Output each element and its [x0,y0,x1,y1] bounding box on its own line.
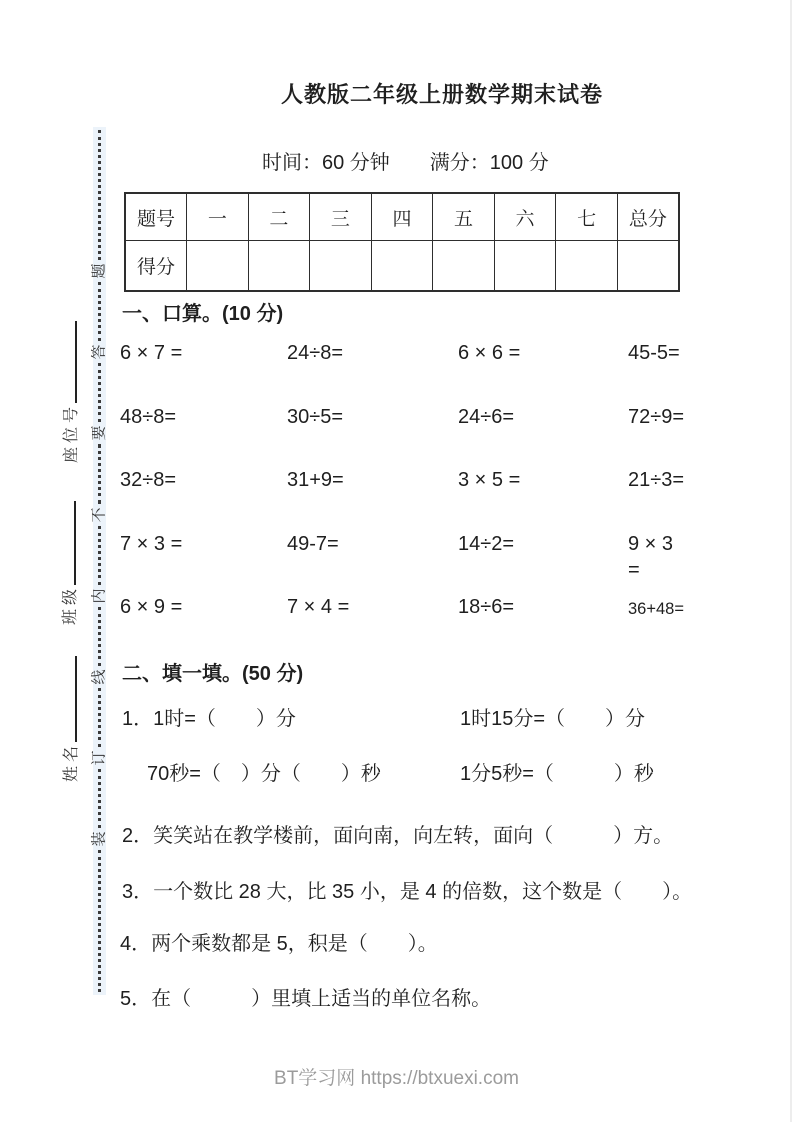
question-1a-left: 1．1时=（ ）分 [122,708,296,730]
binding-dotted-line [91,130,108,992]
score-cell [433,241,495,292]
oral-item: 31+9= [287,469,344,491]
name-blank [59,656,77,742]
binding-char: 内 [90,588,108,604]
oral-item: 6 × 6 = [458,342,521,364]
score-header-cell: 七 [556,193,618,241]
section1-heading: 一、口算。(10 分) [122,303,284,325]
score-table-header-row [125,193,679,241]
class-label [57,497,79,625]
oral-item: 9 × 3 = [628,532,674,581]
oral-item: 48÷8= [120,405,177,428]
binding-char: 要 [90,425,108,441]
score-cell [248,241,310,292]
score-header-cell: 四 [371,193,433,241]
dotted-segment [98,282,101,341]
score-cell [556,241,618,292]
section2-heading: 二、填一填。(50 分) [122,663,304,685]
oral-item: 6 × 7 = [120,342,183,364]
score-cell [617,241,679,292]
oral-item: 24÷6= [458,405,515,428]
dotted-segment [98,526,101,585]
question-5: 5．在（ ）里填上适当的单位名称。 [120,988,492,1010]
oral-item: 21÷3= [628,469,685,491]
score-header-cell: 题号 [125,193,187,241]
score-header-cell: 六 [494,193,556,241]
name-label [58,650,80,782]
page-title: 人教版二年级上册数学期末试卷 [280,82,603,107]
seat-number-blank [59,321,77,403]
oral-item: 30÷5= [287,405,344,428]
score-cell [371,241,433,292]
binding-char: 题 [90,263,108,279]
question-3: 3．一个数比 28 大，比 35 小，是 4 的倍数，这个数是（ ）。 [122,881,693,903]
binding-char: 装 [90,831,108,847]
oral-item: 49-7= [287,532,339,555]
dotted-segment [98,688,101,747]
question-1b-right: 1分5秒=（ ）秒 [460,763,654,785]
oral-item: 45-5= [628,342,680,364]
class-text: 班级 [61,584,79,625]
oral-item: 72÷9= [628,405,685,428]
question-2: 2．笑笑站在教学楼前，面向南，向左转，面向（ ）方。 [122,825,674,847]
score-table [124,192,680,292]
binding-char: 答 [90,344,108,360]
score-table-value-row [125,241,679,292]
oral-item: 36+48= [628,600,684,618]
dotted-segment [98,363,101,422]
oral-item: 6 × 9 = [120,596,183,618]
seat-number-label [58,303,80,463]
seat-number-text: 座位号 [62,402,80,463]
question-1a-right: 1时15分=（ ）分 [460,708,646,730]
score-header-cell: 二 [248,193,310,241]
binding-char: 订 [90,750,108,766]
scan-edge-artifact [790,0,792,1122]
dotted-segment [98,444,101,503]
oral-item: 3 × 5 = [458,469,521,491]
question-1b-left: 70秒=（ ）分（ ）秒 [147,763,381,785]
question-4: 4．两个乘数都是 5，积是（ ）。 [120,933,438,955]
oral-item: 14÷2= [458,532,515,555]
dotted-segment [98,769,101,828]
oral-item: 32÷8= [120,469,177,491]
dotted-segment [98,607,101,666]
score-cell [310,241,372,292]
dotted-segment [98,130,101,260]
oral-item: 7 × 3 = [120,532,183,555]
score-header-cell: 一 [187,193,249,241]
name-text: 姓名 [62,741,80,782]
score-cell [187,241,249,292]
dotted-segment [98,850,101,992]
exam-info-line: 时间：60 分钟 满分：100 分 [262,152,549,174]
oral-item: 24÷8= [287,342,344,364]
binding-char: 线 [90,669,108,685]
score-row-label: 得分 [125,241,187,292]
binding-char: 不 [90,507,108,523]
score-header-cell: 总分 [617,193,679,241]
score-cell [494,241,556,292]
footer-watermark: BT学习网 https://btxuexi.com [274,1068,519,1089]
score-header-cell: 三 [310,193,372,241]
score-header-cell: 五 [433,193,495,241]
oral-calculation-grid [120,340,686,658]
oral-item: 7 × 4 = [287,596,350,618]
class-blank [58,501,76,585]
oral-item: 18÷6= [458,596,515,618]
